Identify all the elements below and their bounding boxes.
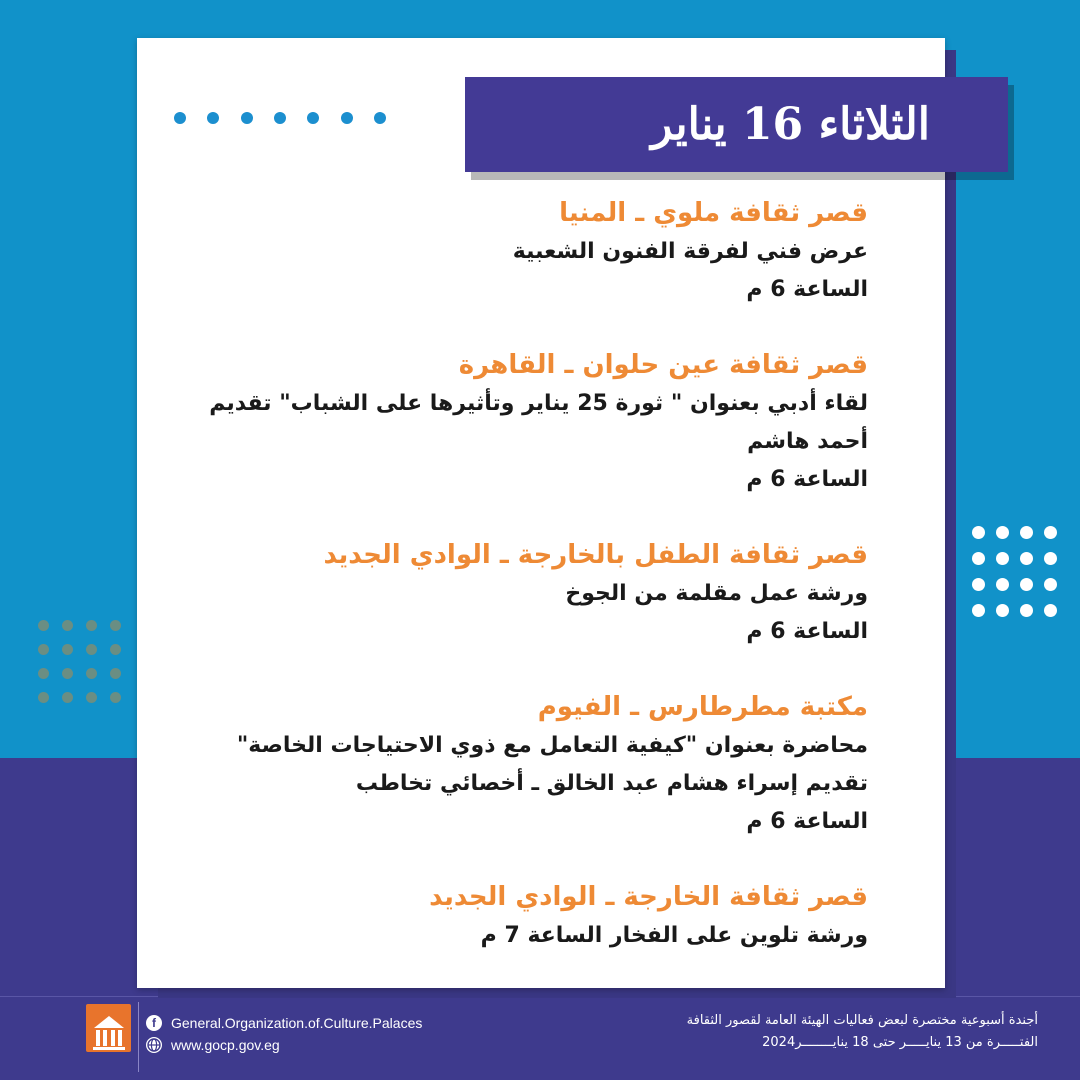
event-venue: قصر ثقافة الخارجة ـ الوادي الجديد bbox=[429, 882, 868, 912]
dot bbox=[341, 112, 353, 124]
globe-icon bbox=[146, 1037, 162, 1053]
dot bbox=[174, 112, 186, 124]
date-title: الثلاثاء 16 يناير bbox=[651, 99, 930, 150]
event-list bbox=[209, 193, 868, 991]
organization-logo bbox=[86, 1004, 131, 1052]
event-presenter: أحمد هاشم bbox=[747, 429, 868, 454]
dot bbox=[241, 112, 253, 124]
agenda-caption bbox=[687, 1010, 1038, 1054]
date-banner bbox=[465, 77, 1008, 172]
event-description: محاضرة بعنوان "كيفية التعامل مع ذوي الاحتياجات الخاصة" bbox=[236, 733, 868, 758]
facebook-label: General.Organization.of.Culture.Palaces bbox=[171, 1015, 423, 1031]
decorative-dots-top bbox=[174, 112, 386, 124]
event-time: الساعة 6 م bbox=[746, 619, 868, 644]
dot bbox=[307, 112, 319, 124]
event-venue: قصر ثقافة الطفل بالخارجة ـ الوادي الجديد bbox=[323, 540, 868, 570]
website-label: www.gocp.gov.eg bbox=[171, 1037, 280, 1053]
building-icon bbox=[90, 1012, 128, 1052]
facebook-link[interactable] bbox=[146, 1012, 422, 1034]
event-venue: مكتبة مطرطارس ـ الفيوم bbox=[537, 692, 868, 722]
event-venue: قصر ثقافة عين حلوان ـ القاهرة bbox=[458, 350, 868, 380]
decorative-dot-grid-left bbox=[38, 620, 124, 703]
decorative-dot-grid-right bbox=[972, 526, 1056, 617]
event-item bbox=[209, 345, 868, 499]
event-time: الساعة 6 م bbox=[746, 277, 868, 302]
facebook-icon: f bbox=[146, 1015, 162, 1031]
event-description: لقاء أدبي بعنوان " ثورة 25 يناير وتأثيرها على الشباب" تقديم bbox=[209, 391, 868, 416]
agenda-period: الفتـــــرة من 13 ينايـــــر حتى 18 ينايــــــــر2024 bbox=[762, 1035, 1038, 1050]
footer-separator bbox=[138, 1002, 139, 1072]
event-item bbox=[228, 687, 868, 841]
social-links bbox=[146, 1012, 422, 1056]
event-description: عرض فني لفرقة الفنون الشعبية bbox=[512, 239, 868, 264]
agenda-title: أجندة أسبوعية مختصرة لبعض فعاليات الهيئة العامة لقصور الثقافة bbox=[686, 1013, 1038, 1028]
website-link[interactable] bbox=[146, 1034, 422, 1056]
event-presenter: تقديم إسراء هشام عبد الخالق ـ أخصائي تخاطب bbox=[355, 771, 868, 796]
event-item bbox=[228, 193, 868, 309]
event-time: الساعة 6 م bbox=[746, 467, 868, 492]
event-time: الساعة 6 م bbox=[746, 809, 868, 834]
event-description: ورشة تلوين على الفخار الساعة 7 م bbox=[480, 923, 868, 948]
dot bbox=[374, 112, 386, 124]
event-item bbox=[228, 535, 868, 651]
event-item bbox=[228, 877, 868, 955]
dot bbox=[207, 112, 219, 124]
dot bbox=[274, 112, 286, 124]
event-description: ورشة عمل مقلمة من الجوخ bbox=[565, 581, 868, 606]
event-venue: قصر ثقافة ملوي ـ المنيا bbox=[559, 198, 868, 228]
